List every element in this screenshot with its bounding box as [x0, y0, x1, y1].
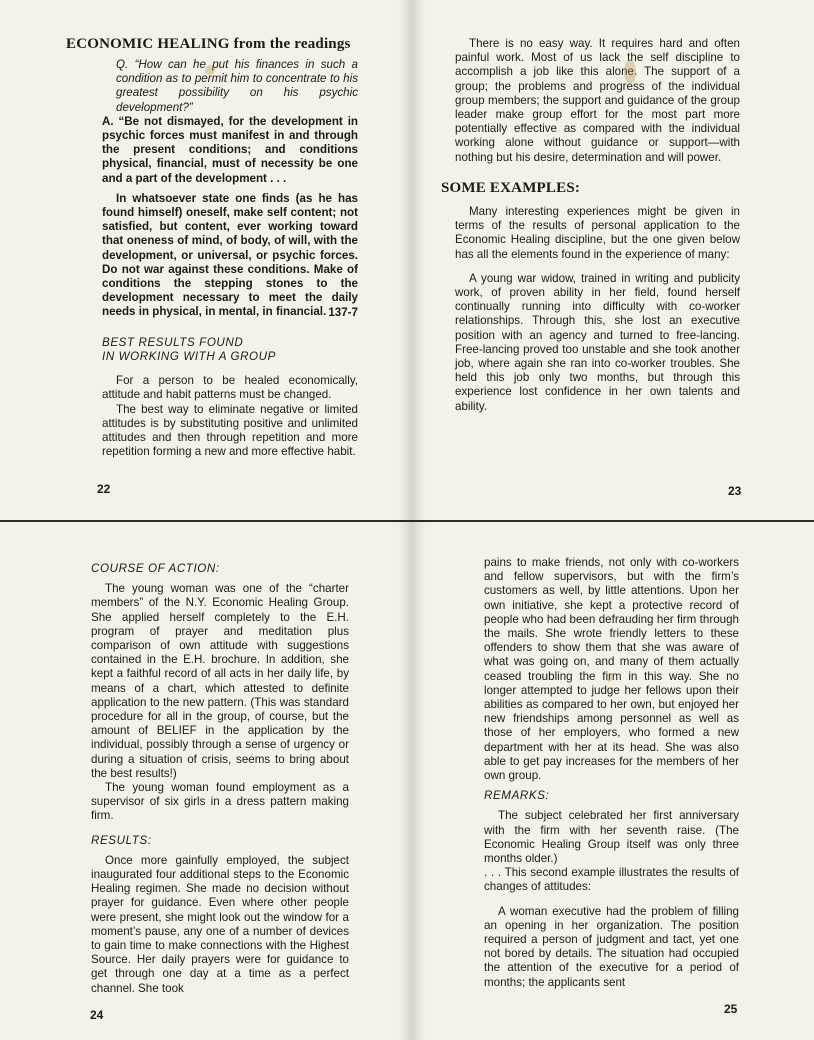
paragraph: The best way to eliminate negative or limited attitudes is by substituting positive and unlimited attitudes and then through repetition and more repetition forming a new and more effective habit.: [102, 402, 358, 459]
reading-answer-2: In whatsoever state one finds (as he has found himself) oneself, make self content; not satisfied, but content, ever working toward that oneness of mind, of body, of will, with the development, or universal, or psychic forces. Do not war against these conditions. Make of conditions the stepping stones to the development necessary to meet the daily needs in physical, in mental, in financial.: [102, 191, 358, 319]
page-number: 23: [728, 484, 742, 498]
section-heading: SOME EXAMPLES:: [441, 179, 581, 196]
page-24: [0, 522, 412, 1040]
paragraph: The subject celebrated her first anniversary with the firm with her seventh raise. (The Economic Healing Group itself was only three months older.): [484, 809, 739, 866]
page-number: 22: [97, 482, 111, 496]
paragraph: For a person to be healed economically, attitude and habit patterns must be changed.: [102, 374, 358, 402]
paragraph: Once more gainfully employed, the subject inaugurated four additional steps to the Economic Healing regimen. She made no decision without prayer for guidance. Even where other people were present, she might look out the window for a moment’s pause, any one of a number of devices to gain time to make connections with the Highest Source. Her daily prayers were for guidance to get through one day at a time as a perfect channel. She took: [91, 853, 349, 995]
paragraph: There is no easy way. It requires hard and often painful work. Most of us lack the self discipline to accomplish a job like this alone. The support of a group; the problems and progress of the individual group members; the support and guidance of the group leader make group effort for the most part more potentially effective as compared with the individual working alone without guidance or support—with nothing but his desire, determination and will power.: [455, 37, 740, 164]
reading-answer-1: A. “Be not dismayed, for the development in psychic forces must manifest in and through the present conditions; and conditions physical, financial, must of necessity be one and a part of the development . . .: [102, 114, 358, 185]
page-23-body: [441, 37, 740, 414]
reading-question: Q. “How can he put his finances in such a condition as to permit him to concentrate to his greatest possibility on his psychic development?”: [116, 58, 358, 114]
gutter-shadow: [398, 522, 412, 1040]
paragraph: A young war widow, trained in writing and publicity work, of proven ability in her field, found herself continually running into difficulty with co-worker relationships. Through this, she lost an executive position with an agency and turned to free-lancing. Free-lancing proved too unstable and she took another job, where again she ran into co-worker troubles. She held this job only two months, but through this experience lost confidence in her own talents and ability.: [455, 271, 740, 413]
paragraph: . . . This second example illustrates the results of changes of attitudes:: [484, 866, 739, 894]
section-heading: COURSE OF ACTION:: [91, 562, 220, 575]
paragraph: pains to make friends, not only with co-workers and fellow supervisors, but with the firm’s customers as well, by little attentions. Upon her own initiative, she kept a protective record of people who had been defrauding her firm through the mails. She wrote friendly letters to these offenders to show them that she was aware of what was going on, and many of them actually ceased troubling the firm in this way. She no longer attempted to judge her fellows upon their abilities as compared to her own, but enjoyed her new friendships among personnel as well as those of her employers, who formed a new department with her at its head. She was also able to get pay increases for the members of her own group.: [484, 556, 739, 783]
gutter-shadow: [398, 0, 412, 520]
paragraph: A woman executive had the problem of filling an opening in her organization. The position required a person of judgment and tact, yet one not bored by details. The situation had occupied the attention of the executive for a period of months; the applicants sent: [484, 904, 739, 989]
subheading-line-2: IN WORKING WITH A GROUP: [102, 350, 276, 364]
page-heading: ECONOMIC HEALING from the readings: [66, 36, 351, 52]
gutter-shadow: [412, 0, 426, 520]
page-25: [412, 522, 814, 1040]
paragraph: The young woman was one of the “charter members” of the N.Y. Economic Healing Group. She applied herself completely to the E.H. program of prayer and meditation plus comparison of own attitude with suggestions contained in the E.H. brochure. In addition, she kept a faithful record of all acts in her daily life, by means of a chart, which attested to definite application to the new pattern. (This was standard procedure for all in the group, of course, but the amount of BELIEF in the application by the individual, possibly through a sense of urgency or during a situation of crisis, seems to bring about the best results!): [91, 582, 349, 780]
section-heading: RESULTS:: [91, 833, 152, 847]
page-22-body: [102, 58, 358, 459]
paragraph: Many interesting experiences might be given in terms of the results of personal application to the Economic Healing discipline, but the one given below has all the elements found in the experience of many:: [455, 205, 740, 261]
paragraph: The young woman found employment as a supervisor of six girls in a dress pattern making firm.: [91, 781, 349, 823]
page-23: [412, 0, 814, 520]
page-number: 24: [90, 1008, 104, 1022]
page-25-body: [484, 556, 739, 990]
subheading-line-1: BEST RESULTS FOUND: [102, 335, 244, 349]
stain-mark: [205, 65, 215, 75]
reading-reference: 137-7: [328, 305, 358, 319]
stain-mark: [606, 674, 612, 682]
page-22: [0, 0, 412, 520]
page-number: 25: [724, 1002, 738, 1016]
gutter-shadow: [412, 522, 426, 1040]
stain-mark: [624, 60, 636, 84]
section-heading: REMARKS:: [484, 789, 550, 803]
page-24-body: [91, 562, 349, 996]
